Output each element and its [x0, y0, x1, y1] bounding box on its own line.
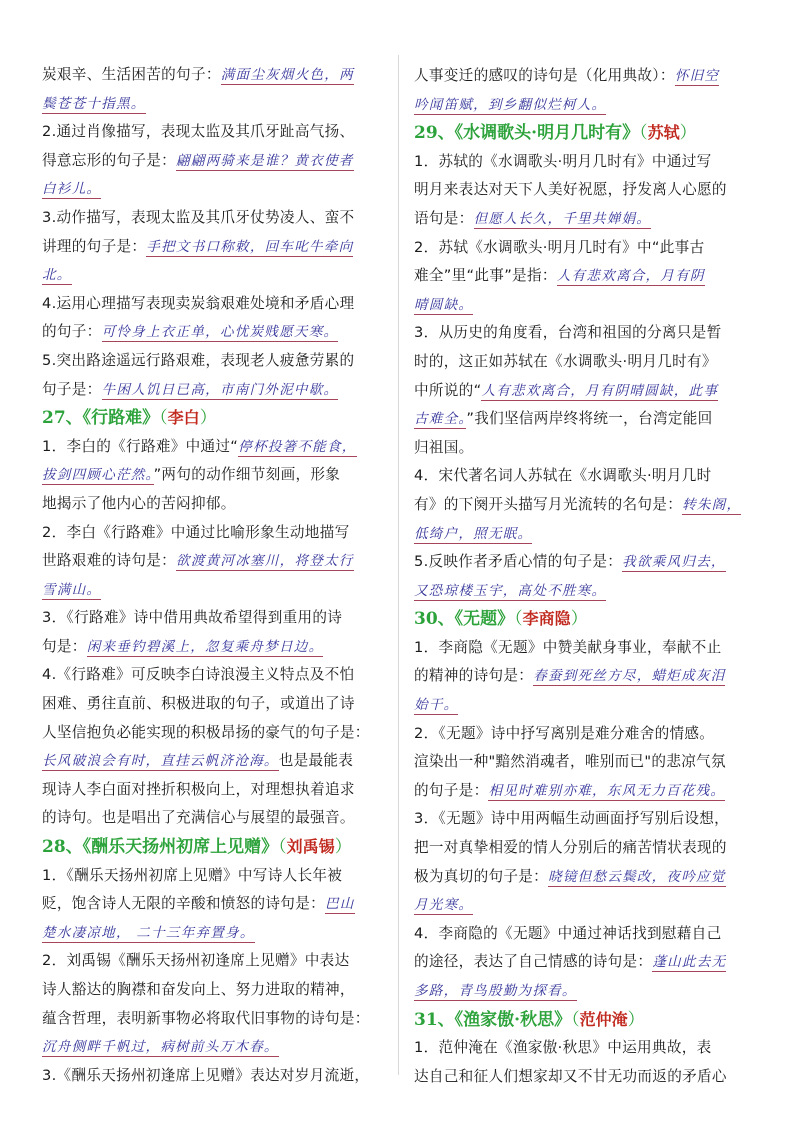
- paren-open: （: [639, 123, 648, 144]
- text-line: [414, 319, 754, 348]
- text-line: [414, 634, 754, 663]
- line-text: 达自己和征人们想家却又不甘无功而返的矛盾心: [414, 1067, 727, 1085]
- section-heading-31: [414, 1006, 754, 1035]
- answer-text: 转朱阁，: [682, 496, 742, 513]
- text-line: [42, 204, 382, 233]
- answer-text: 巴山: [324, 896, 355, 913]
- text-line: [414, 520, 754, 549]
- text-line: [42, 804, 382, 833]
- section-heading-30: [414, 605, 754, 634]
- line-text: 5.反映作者矛盾心情的句子是：: [414, 553, 623, 571]
- text-line: [414, 262, 754, 291]
- line-text: 困难、勇往直前、积极进取的句子，或道出了诗: [42, 695, 355, 713]
- answer-text: 闲来垂钓碧溪上，忽复乘舟梦日边。: [86, 638, 324, 655]
- section-heading-28: [42, 833, 382, 862]
- section-number: 28、: [42, 837, 83, 858]
- text-line: [414, 977, 754, 1006]
- section-heading-27: [42, 404, 382, 433]
- paren-close: ）: [334, 837, 352, 858]
- line-text: 3．从历史的角度看，台湾和祖国的分离只是暂: [414, 324, 722, 342]
- text-line: [414, 1034, 754, 1063]
- right-column: [414, 62, 754, 1091]
- poem-author: 刘禹锡: [286, 837, 335, 857]
- line-text: 2.通过肖像描写，表现太监及其爪牙趾高气扬、: [42, 123, 355, 141]
- line-text: 蕴含哲理，表明新事物必将取代旧事物的诗句是：: [42, 1009, 370, 1027]
- line-text: ”两句的动作细节刻画，形象: [153, 466, 341, 484]
- line-text: 1．《酬乐天扬州初席上见赠》中写诗人长年被: [42, 866, 343, 884]
- line-text: 地揭示了他内心的苦闷抑郁。: [42, 494, 236, 512]
- poem-title: 《渔家傲·秋思》: [454, 1009, 572, 1030]
- text-line: [42, 547, 382, 576]
- answer-text: 多路，青鸟殷勤为探看。: [414, 983, 577, 999]
- line-text: 时的，这正如苏轼在《水调歌头·明月几时有》: [414, 352, 717, 370]
- answer-text: 人有悲欢离合，月有阴晴圆缺，此事: [481, 382, 719, 399]
- line-text: 4.《行路难》可反映李白诗浪漫主义特点及不怕: [42, 666, 355, 684]
- text-line: [42, 947, 382, 976]
- paren-open: （: [159, 408, 168, 429]
- text-line: [42, 118, 382, 147]
- line-text: 1．李商隐《无题》中赞美献身事业，奉献不止: [414, 638, 722, 656]
- poem-author: 范仲淹: [579, 1009, 628, 1029]
- line-text: ”我们坚信两岸终将统一，台湾定能回: [466, 410, 713, 428]
- answer-text: 长风破浪会有时，直挂云帆济沧海。: [42, 753, 279, 770]
- answer-text: 拔剑四顾心茫然。: [42, 467, 154, 484]
- poem-title: 《无题》: [454, 609, 515, 630]
- answer-text: 低绮户，照无眠。: [414, 525, 533, 542]
- paren-close: ）: [679, 123, 697, 144]
- poem-author: 苏轼: [647, 123, 680, 143]
- line-text: 明月来表达对天下人美好祝愿，抒发离人心愿的: [414, 181, 727, 199]
- text-line: [42, 318, 382, 347]
- text-line: [414, 720, 754, 749]
- text-line: [42, 519, 382, 548]
- answer-text: 翩翩两骑来是谁？黄衣使者: [176, 152, 354, 169]
- line-text: 3．《无题》诗中用两幅生动画面抒写别后设想，: [414, 810, 730, 828]
- column-divider: [398, 55, 399, 1075]
- line-text: 的句子：: [42, 323, 102, 341]
- section-number: 27、: [42, 408, 83, 429]
- answer-text: 始干。: [414, 697, 459, 714]
- text-line: [42, 776, 382, 805]
- line-text: 的诗句。也是唱出了充满信心与展望的最强音。: [42, 809, 355, 827]
- answer-text: 晴圆缺。: [414, 296, 474, 313]
- paren-open: （: [514, 609, 523, 630]
- line-text: 世路艰难的诗句是：: [42, 552, 177, 570]
- answer-text: 又恐琼楼玉宇，高处不胜寒。: [414, 582, 607, 599]
- text-line: [414, 1063, 754, 1092]
- section-heading-29: [414, 119, 754, 148]
- line-text: 1．李白的《行路难》中通过“: [42, 437, 239, 455]
- text-line: [414, 777, 754, 806]
- poem-author: 李商隐: [522, 609, 571, 629]
- answer-text: 鬓苍苍十指黑。: [42, 95, 146, 112]
- text-line: [42, 347, 382, 376]
- text-line: [42, 890, 382, 919]
- answer-text: 蓬山此去无: [652, 954, 727, 971]
- text-line: [414, 348, 754, 377]
- line-text: 炭艰辛、生活困苦的句子：: [42, 66, 221, 83]
- answer-text: 牛困人饥日已高，市南门外泥中歇。: [101, 381, 339, 398]
- text-line: [414, 405, 754, 434]
- line-text: 4．李商隐的《无题》中通过神话找到慰藉自己: [414, 924, 722, 942]
- text-line: [42, 461, 382, 490]
- answer-text: 手把文书口称敕，回车叱牛牵向: [146, 238, 354, 255]
- text-line: [414, 91, 754, 120]
- answer-text: 我欲乘风归去，: [622, 554, 726, 571]
- text-line: [42, 175, 382, 204]
- line-text: 的句子是：: [414, 781, 489, 799]
- answer-text: 沉舟侧畔千帆过，病树前头万木春。: [42, 1039, 279, 1056]
- text-line: [414, 205, 754, 234]
- line-text: 2．苏轼《水调歌头·明月几时有》中“此事古: [414, 238, 705, 256]
- line-text: 句子是：: [42, 380, 102, 398]
- line-text: 3.动作描写，表现太监及其爪牙仗势凌人、蛮不: [42, 208, 355, 226]
- line-text: 把一对真挚相爱的情人分别后的痛苦情状表现的: [414, 839, 727, 857]
- answer-text: 楚水凄凉地， 二十三年弃置身。: [42, 924, 255, 941]
- line-text: 极为真切的句子是：: [414, 867, 549, 885]
- text-line: [414, 748, 754, 777]
- text-line: [414, 577, 754, 606]
- text-line: [414, 662, 754, 691]
- line-text: 5.突出路途遥远行路艰难，表现老人疲惫劳累的: [42, 351, 355, 369]
- answer-text: 可怜身上衣正单，心忧炭贱愿天寒。: [101, 324, 339, 341]
- text-line: [42, 90, 382, 119]
- line-text: 人坚信抱负必能实现的积极昂扬的豪气的句子是：: [42, 723, 370, 741]
- line-text: 1．范仲淹在《渔家傲·秋思》中运用典故，表: [414, 1039, 712, 1057]
- text-line: [42, 747, 382, 776]
- text-line: [42, 376, 382, 405]
- text-line: [42, 261, 382, 290]
- line-text: 4.运用心理描写表现卖炭翁艰难处境和矛盾心理: [42, 294, 355, 312]
- text-line: [42, 61, 382, 90]
- text-line: [42, 661, 382, 690]
- line-text: 贬，饱含诗人无限的辛酸和愤怒的诗句是：: [42, 895, 325, 913]
- paren-open: （: [571, 1009, 580, 1030]
- line-text: 的途径，表达了自己情感的诗句是：: [414, 953, 653, 971]
- line-text: 现诗人李白面对挫折积极向上，对理想执着追求: [42, 780, 355, 798]
- poem-author: 李白: [167, 408, 200, 428]
- left-column: [42, 61, 382, 1090]
- text-line: [42, 433, 382, 462]
- answer-text: 北。: [42, 267, 72, 284]
- text-line: [414, 920, 754, 949]
- text-line: [414, 863, 754, 892]
- line-text: 1．苏轼的《水调歌头·明月几时有》中通过写: [414, 152, 712, 170]
- text-line: [42, 147, 382, 176]
- text-line: [414, 148, 754, 177]
- poem-title: 《水调歌头·明月几时有》: [454, 123, 640, 144]
- text-line: [42, 919, 382, 948]
- answer-text: 吟闻笛赋，到乡翻似烂柯人。: [414, 96, 607, 113]
- text-line: [42, 604, 382, 633]
- line-text: 3．《行路难》诗中借用典故希望得到重用的诗: [42, 609, 343, 627]
- text-line: [414, 62, 754, 91]
- text-line: [414, 291, 754, 320]
- line-text: 2．《无题》诗中抒写离别是难分难舍的情感。: [414, 724, 715, 742]
- text-line: [42, 290, 382, 319]
- text-line: [414, 805, 754, 834]
- answer-text: 晓镜但愁云鬓改，夜吟应觉: [548, 868, 726, 885]
- text-line: [42, 233, 382, 262]
- text-line: [42, 719, 382, 748]
- text-line: [414, 234, 754, 263]
- text-line: [414, 691, 754, 720]
- line-text: 讲理的句子是：: [42, 237, 147, 255]
- line-text: 诗人豁达的胸襟和奋发向上、努力进取的精神，: [42, 981, 355, 998]
- line-text: 语句是：: [414, 209, 474, 227]
- paren-open: （: [278, 837, 287, 858]
- text-line: [42, 1005, 382, 1034]
- section-number: 29、: [414, 123, 455, 144]
- section-number: 30、: [414, 609, 455, 630]
- line-text: 4．宋代著名词人苏轼在《水调歌头·明月几时: [414, 467, 712, 485]
- line-text: 得意忘形的句子是：: [42, 151, 177, 169]
- paren-close: ）: [627, 1009, 645, 1030]
- text-line: [42, 862, 382, 891]
- text-line: [42, 1062, 382, 1091]
- line-text: 渲染出一种"黯然消魂者，唯别而已"的悲凉气氛: [414, 753, 726, 771]
- text-line: [414, 377, 754, 406]
- poem-title: 《酬乐天扬州初席上见赠》: [82, 837, 279, 858]
- poem-title: 《行路难》: [82, 408, 160, 429]
- answer-text: 满面尘灰烟火色，两: [220, 67, 354, 83]
- text-line: [414, 834, 754, 863]
- answer-text: 相见时难别亦难，东风无力百花残。: [488, 782, 726, 799]
- line-text: 的精神的诗句是：: [414, 667, 534, 685]
- text-line: [414, 434, 754, 463]
- answer-text: 但愿人长久，千里共婵娟。: [473, 210, 652, 227]
- line-text: 归祖国。: [414, 438, 474, 456]
- answer-text: 春蚕到死丝方尽，蜡炬成灰泪: [533, 668, 726, 685]
- text-line: [414, 948, 754, 977]
- line-text: 句是：: [42, 637, 87, 655]
- answer-text: 人有悲欢离合，月有阴: [556, 268, 705, 285]
- text-line: [414, 462, 754, 491]
- line-text: 有》的下阕开头描写月光流转的名句是：: [414, 495, 683, 513]
- text-line: [42, 976, 382, 1005]
- line-text: 人事变迁的感叹的诗句是（化用典故）：: [414, 67, 675, 84]
- text-line: [414, 176, 754, 205]
- answer-text: 欲渡黄河冰塞川，将登太行: [176, 553, 354, 570]
- text-line: [42, 1033, 382, 1062]
- line-text: 2．刘禹锡《酬乐天扬州初逢席上见赠》中表达: [42, 952, 350, 970]
- line-text: 2．李白《行路难》中通过比喻形象生动地描写: [42, 523, 350, 541]
- text-line: [42, 690, 382, 719]
- answer-text: 雪满山。: [42, 581, 102, 598]
- line-text: 难全”里“此事”是指：: [414, 267, 557, 285]
- answer-text: 白衫儿。: [42, 181, 102, 198]
- text-line: [42, 576, 382, 605]
- text-line: [42, 633, 382, 662]
- text-line: [414, 548, 754, 577]
- answer-text: 古难全。: [414, 411, 467, 428]
- line-text: 也是最能表: [278, 752, 354, 770]
- line-text: 3.《酬乐天扬州初逢席上见赠》表达对岁月流逝，: [42, 1066, 370, 1084]
- text-line: [42, 490, 382, 519]
- paren-close: ）: [199, 408, 217, 429]
- answer-text: 停杯投箸不能食，: [238, 438, 357, 455]
- paren-close: ）: [570, 609, 588, 630]
- text-line: [414, 491, 754, 520]
- section-number: 31、: [414, 1009, 455, 1030]
- answer-text: 月光寒。: [414, 897, 474, 914]
- text-line: [414, 891, 754, 920]
- line-text: 中所说的“: [414, 381, 482, 399]
- answer-text: 怀旧空: [674, 68, 720, 84]
